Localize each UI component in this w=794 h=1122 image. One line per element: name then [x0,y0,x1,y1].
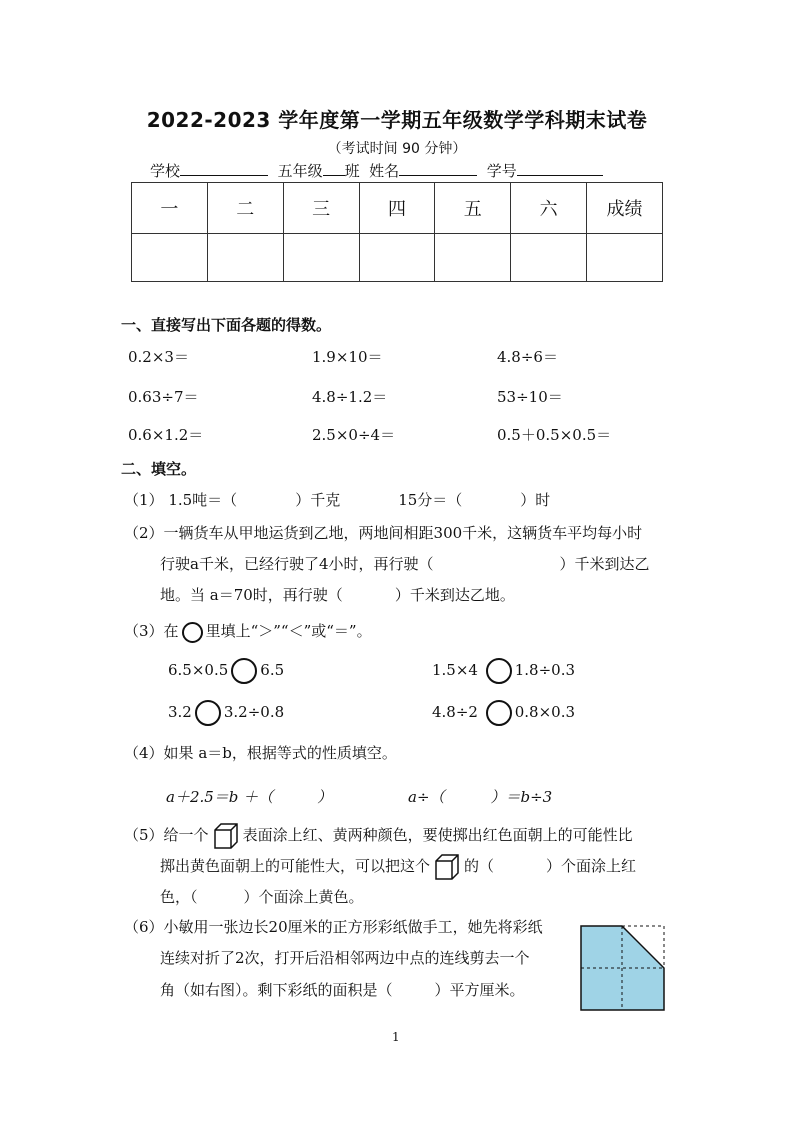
q4-text: ） [317,788,333,806]
compare-right: 0.8×0.3 [514,703,576,721]
compare-left: 3.2 [168,703,192,721]
question-5-line2 [160,853,636,881]
folded-paper-figure [580,925,666,1011]
score-header: 六 [511,183,587,234]
question-number: （1） [124,491,164,509]
circle-icon [182,622,203,643]
compare-item [432,700,575,726]
name-blank[interactable] [399,161,477,176]
score-cell[interactable] [359,234,435,282]
question-2-line3 [160,584,515,605]
q5-text: 色，（ [160,888,198,906]
page-number: 1 [392,1030,400,1044]
q1-part-a: 1.5吨＝（ [168,491,238,509]
score-header: 三 [283,183,359,234]
question-6-line2: 连续对折了2次，打开后沿相邻两边中点的连线剪去一个 [160,949,530,967]
school-label: 学校 [150,162,181,180]
exam-duration: （考试时间 90 分钟） [327,141,467,157]
compare-circle[interactable] [231,658,257,684]
q5-text: ）个面涂上黄色。 [243,888,364,906]
q3-text: 在 [163,622,179,640]
q5-text: ）个面涂上红 [546,857,637,875]
question-number: （4） [124,744,164,762]
question-number: （3） [124,622,164,640]
calc-item: 0.2×3＝ [128,348,189,366]
name-label: 姓名 [369,162,400,180]
q5-text: 表面涂上红、黄两种颜色，要使掷出红色面朝上的可能性比 [242,826,633,844]
calc-item: 0.6×1.2＝ [128,426,204,444]
compare-left: 1.5×4 [432,661,478,679]
question-5-line3 [160,886,364,907]
compare-circle[interactable] [195,700,221,726]
class-label: 班 [344,162,360,180]
score-header: 一 [132,183,208,234]
score-cell[interactable] [511,234,587,282]
calc-item: 4.8÷1.2＝ [312,388,388,406]
score-cell[interactable] [587,234,663,282]
cube-icon [434,853,460,881]
score-cell[interactable] [132,234,208,282]
student-info-line [150,160,603,181]
cube-icon [213,822,239,850]
question-5-line1 [124,822,633,850]
q1-part-d: ）时 [520,491,551,509]
q2-text: 地。当 a＝70时，再行驶（ [160,586,343,604]
q4-text: 如果 a＝b，根据等式的性质填空。 [163,744,397,762]
compare-right: 6.5 [260,661,285,679]
question-6-line1 [124,916,543,937]
compare-circle[interactable] [486,700,512,726]
compare-right: 1.8÷0.3 [514,661,576,679]
q2-text: ）千米到达乙地。 [394,586,515,604]
question-6-line3 [160,979,525,1000]
score-cell[interactable] [435,234,511,282]
q6-text: 角（如右图）。剩下彩纸的面积是（ [160,981,393,999]
compare-circle[interactable] [486,658,512,684]
q6-text: ）平方厘米。 [434,981,525,999]
compare-left: 6.5×0.5 [168,661,229,679]
equation-2 [408,786,552,807]
q2-text: ）千米到达乙 [559,555,650,573]
q4-text: a＋2.5＝b ＋（ [166,788,274,806]
q3-text: 里填上“＞”“＜”或“＝”。 [205,622,372,640]
calc-item: 0.63÷7＝ [128,388,199,406]
question-number: （6） [124,918,164,936]
number-blank[interactable] [517,161,603,176]
score-cell[interactable] [207,234,283,282]
score-header: 二 [207,183,283,234]
page-title: 2022-2023 学年度第一学期五年级数学学科期末试卷 [146,108,648,132]
compare-item [168,700,284,726]
class-blank[interactable] [323,161,345,176]
calc-item: 0.5＋0.5×0.5＝ [497,426,612,444]
question-4-intro [124,742,397,763]
question-number: （2） [124,524,164,542]
score-header: 五 [435,183,511,234]
school-blank[interactable] [180,161,268,176]
score-table [131,182,663,282]
score-header: 四 [359,183,435,234]
question-3-intro [124,620,372,643]
number-label: 学号 [486,162,517,180]
question-1 [124,489,550,510]
score-cell[interactable] [283,234,359,282]
q4-text: a÷（ [408,788,445,806]
question-2-line2 [160,553,650,574]
section2-title: 二、填空。 [121,460,197,478]
q1-part-c: 15分＝（ [398,491,463,509]
q6-text: 小敏用一张边长20厘米的正方形彩纸做手工，她先将彩纸 [163,918,543,936]
grade-label: 五年级 [277,162,323,180]
q2-text: 一辆货车从甲地运货到乙地，两地间相距300千米，这辆货车平均每小时 [163,524,643,542]
calc-item: 1.9×10＝ [312,348,383,366]
q5-text: 掷出黄色面朝上的可能性大，可以把这个 [160,857,431,875]
equation-1 [166,786,332,807]
question-number: （5） [124,826,164,844]
calc-item: 4.8÷6＝ [497,348,558,366]
compare-left: 4.8÷2 [432,703,478,721]
q2-text: 行驶a千米，已经行驶了4小时，再行驶（ [160,555,434,573]
q5-text: 的（ [464,857,495,875]
score-header: 成绩 [587,183,663,234]
section1-title: 一、直接写出下面各题的得数。 [121,316,332,334]
compare-right: 3.2÷0.8 [223,703,285,721]
compare-item [168,658,284,684]
calc-item: 2.5×0÷4＝ [312,426,396,444]
q5-text: 给一个 [163,826,209,844]
q1-part-b: ）千克 [295,491,341,509]
compare-item [432,658,575,684]
question-2-line1 [124,522,642,543]
q4-text: ）＝b÷3 [490,788,553,806]
calc-item: 53÷10＝ [497,388,563,406]
